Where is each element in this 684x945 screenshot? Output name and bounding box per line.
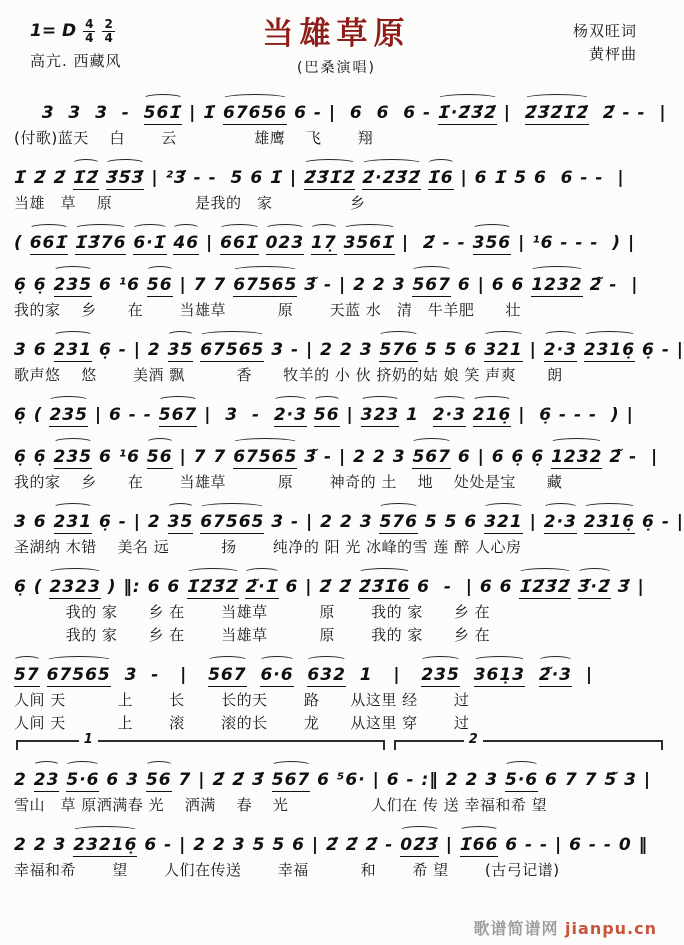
lyrics-line-4: 我的家 乡 在 当雄草 原 天蓝 水 清 牛羊肥 壮 [14, 301, 521, 319]
volta-bracket-2 [394, 732, 663, 753]
composer-credit: 黄枰曲 [588, 45, 637, 63]
volta-brackets [0, 732, 673, 753]
volta-label-2: 2 [464, 732, 483, 747]
system-1 [0, 90, 673, 150]
notation-line-5: 3 6 231 6̣ - | 2 35 67565 3 - | 2 2 3 576 5 5 6 321 | 2·3 2316̣ 6̣ - | [14, 340, 684, 360]
system-7 [0, 434, 673, 494]
notation-line-2: 1̇ 2̇ 2̇ 1̇2̇ 3̇5̇3̇ | ²3̇ - - 5 6 1̇ | 2̇3̇1̇2̇ 2̇·2̇3̇2̇ 1̇6 | 6 1̇ 5 6 6 - - | [14, 168, 625, 188]
time-signature-44: $\frac{4}{4}$ [85, 17, 94, 45]
notation-line-1: 3 3 3 - 561̇ | 1̇ 67656 6 - | 6 6 6 - 1̇·2̇3̇2̇ | 2̇3̇2̇1̇2̇ 2̇ - - | [41, 103, 667, 123]
time-signature-24: $\frac{2}{4}$ [104, 17, 113, 45]
system-8 [0, 499, 684, 559]
score-header [0, 6, 673, 90]
lyrics-line-1: (付歌)蓝天 白 云 雄鹰 飞 翔 [14, 129, 374, 147]
system-11 [0, 757, 673, 817]
lyrics-line-8: 圣湖纳 木错 美名 远 扬 纯净的 阳 光 冰峰的雪 莲 醉 人心房 [14, 538, 522, 556]
lyrics-line-11: 雪山 草 原洒满春 光 洒满 春 光 人们在 传 送 幸福和希 望 [14, 796, 548, 814]
notation-line-4: 6̣ 6̣ 235 6 ¹6 56 | 7 7 67565 3̃ - | 2 2 3 567 6 | 6 6 1232 2̃ - | [14, 275, 639, 295]
system-4 [0, 262, 673, 322]
lyrics-line-2: 当雄 草 原 是我的 家 乡 [14, 194, 366, 212]
lyrics-line-12: 幸福和希 望 人们在传送 幸福 和 希 望 (古弓记谱) [14, 861, 560, 879]
notation-line-10: 57 67565 3 - | 567 6·6 632 1 | 235 361̣3 2̃·3 | [14, 665, 594, 685]
notation-line-11: 2 23 5·6 6 3 56 7 | 2̇ 2̇ 3̇ 567 6 ⁵6· | 6 - :‖ 2 2 3 5·6 6 7 7 5̃ 3 | [14, 770, 652, 790]
system-3-interlude [0, 220, 673, 257]
system-2 [0, 155, 673, 215]
lyrics-line-9-verse-2: 我的 家 乡 在 当雄草 原 我的 家 乡 在 [14, 626, 491, 644]
notation-line-6: 6̣ ( 235 | 6 - - 567 | 3 - 2·3 56 | 323 1 2·3 216̣ | 6̣ - - - ) | [14, 405, 634, 425]
watermark-site: 歌谱简谱网 [473, 919, 566, 938]
notation-line-9: 6̣ ( 2323 ) ‖: 6 6 1̇2̇3̇2̇ 2̃·1̇ 6 | 2̇ 2̇ 2̇3̇1̇6 6 - | 6 6 1̇2̇3̇2̇ 3̇̃·2̇ 3̇ | [14, 577, 645, 597]
system-5 [0, 327, 684, 387]
system-12 [0, 822, 673, 882]
lyrics-line-9-verse-1: 我的 家 乡 在 当雄草 原 我的 家 乡 在 [14, 603, 491, 621]
key-label: 1= D [30, 21, 77, 42]
lyrics-line-7: 我的家 乡 在 当雄草 原 神奇的 土 地 处处是宝 藏 [14, 473, 563, 491]
style-marking: 高亢. 西藏风 [30, 52, 122, 71]
performer-subtitle: (巴桑演唱) [297, 60, 376, 76]
volta-label-1: 1 [79, 732, 98, 747]
lyricist-credit: 杨双旺词 [572, 22, 637, 40]
watermark [473, 916, 657, 939]
lyrics-line-10-verse-1: 人间 天 上 长 长的天 路 从这里 经 过 [14, 691, 470, 709]
notation-line-8: 3 6 231 6̣ - | 2 35 67565 3 - | 2 2 3 576 5 5 6 321 | 2·3 2316̣ 6̣ - | [14, 512, 684, 532]
credits [573, 20, 637, 66]
lyrics-line-10-verse-2: 人间 天 上 滚 滚的长 龙 从这里 穿 过 [14, 714, 470, 732]
system-9 [0, 564, 673, 647]
notation-line-7: 6̣ 6̣ 235 6 ¹6 56 | 7 7 67565 3̃ - | 2 2 3 567 6 | 6 6̣ 6̣ 1232 2̃ - | [14, 447, 659, 467]
volta-bracket-1 [16, 732, 385, 753]
notation-line-12: 2 2 3 23216̣ 6 - | 2 2 3 5 5 6 | 2̇ 2̇ 2̇ - 02̇3̇ | 1̇66 6 - - | 6 - - 0 ‖ [14, 835, 649, 855]
notation-line-3: ( 661̇ 1̇3̇76 6·1̇ 46 | 661̇ 023 17̣ 3561̇ | 2̇ - - 356 | ¹6 - - - ) | [14, 233, 636, 253]
lyrics-line-5: 歌声悠 悠 美酒 飘 香 牧羊的 小 伙 挤奶的姑 娘 笑 声爽 朗 [14, 366, 563, 384]
system-6-interlude [0, 392, 673, 429]
page-title: 当雄草原 [262, 16, 411, 52]
system-10 [0, 652, 673, 735]
watermark-brand: jianpu.cn [565, 919, 657, 938]
